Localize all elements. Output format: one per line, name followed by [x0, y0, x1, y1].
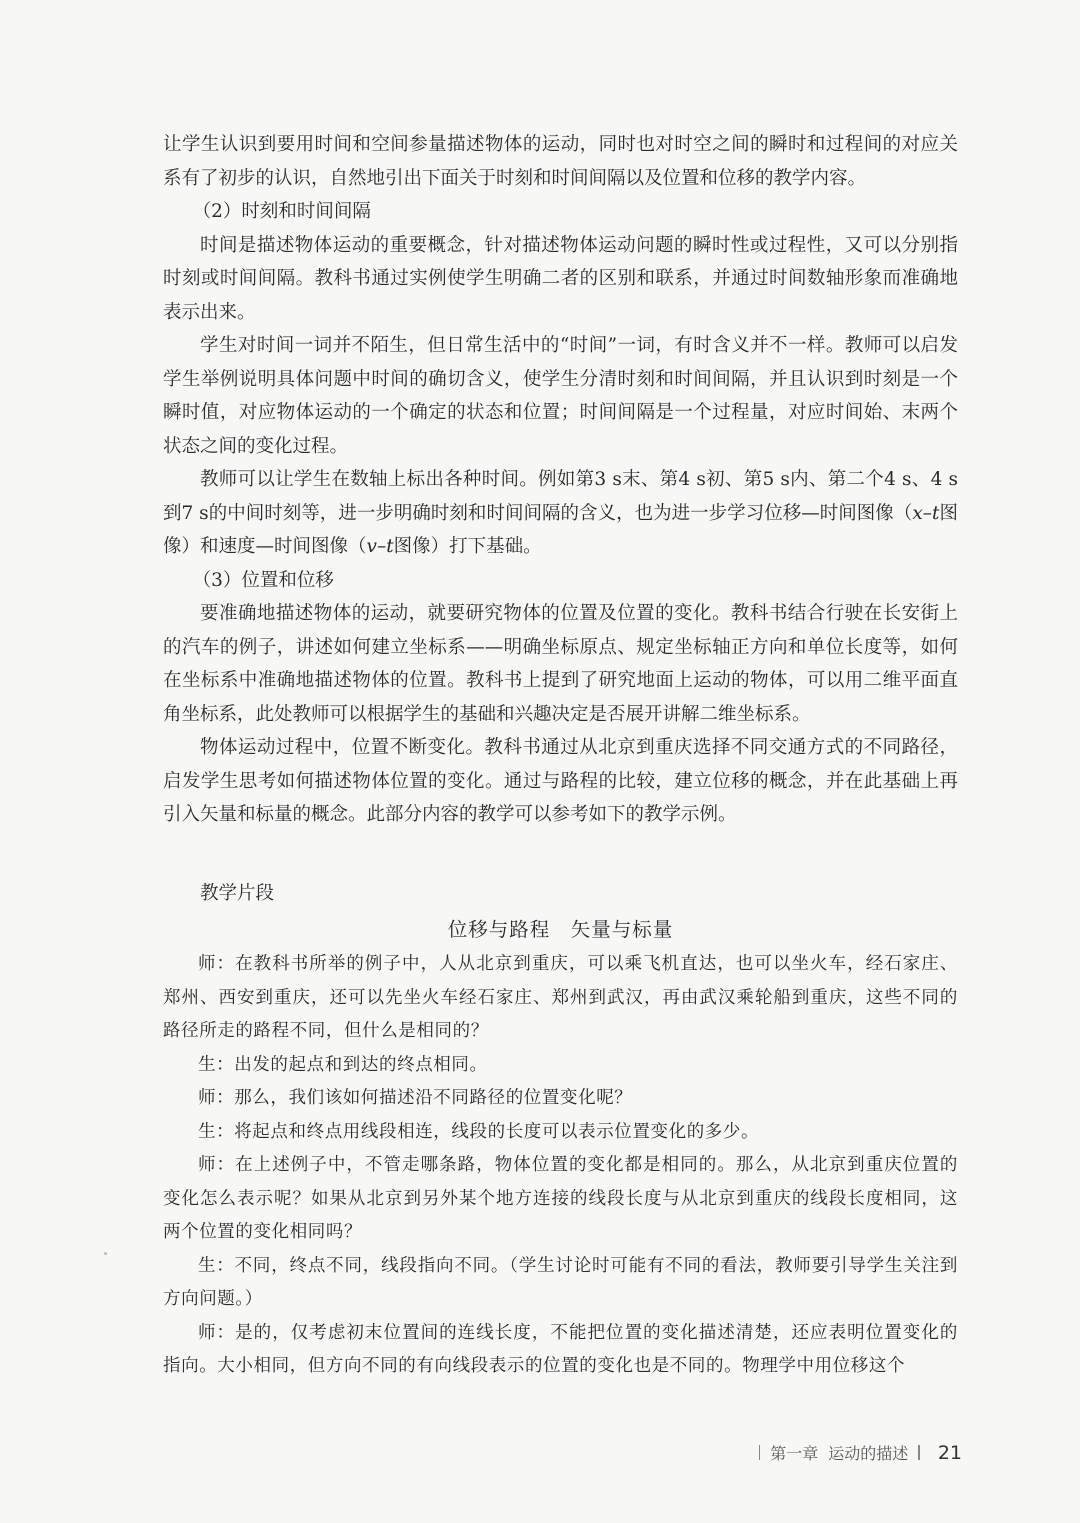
- paragraph: [163, 229, 958, 330]
- text-run: （2）时刻和时间间隔: [192, 201, 371, 222]
- fragment-label: 教学片段: [200, 883, 275, 904]
- math-variable: v: [366, 536, 377, 557]
- text-run: 学生对时间一词并不陌生，但日常生活中的“时间”一词，有时含义并不一样。教师可以启发学生举例说明具体问题中时间的确切含义，使学生分清时刻和时间间隔，并且认识到时刻是一个瞬时值，对应物体运动的一个确定的状态和位置；时间间隔是一个过程量，对应时间始、末两个状态之间的变化过程。: [163, 335, 958, 457]
- math-variable: x: [912, 502, 923, 524]
- math-variable: t: [932, 502, 940, 524]
- text-run: 图像）和速度—时间图像（: [163, 502, 958, 557]
- chapter-title: 运动的描述: [828, 1444, 909, 1463]
- dialog: [163, 948, 958, 1384]
- dialog-line: 生：将起点和终点用线段相连，线段的长度可以表示位置变化的多少。: [198, 1121, 760, 1142]
- page-number: 21: [937, 1441, 962, 1464]
- text-run: （3）位置和位移: [192, 569, 334, 591]
- dialog-line: 师：那么，我们该如何描述沿不同路径的位置变化呢？: [198, 1088, 633, 1108]
- text-run: 时间是描述物体运动的重要概念，针对描述物体运动问题的瞬时性或过程性，又可以分别指时刻或时间间隔。教科书通过实例使学生明确二者的区别和联系，并通过时间数轴形象而准确地表示出来。: [163, 234, 958, 323]
- paragraph: [163, 329, 958, 463]
- math-variable: t: [386, 536, 394, 557]
- dialog-line: 师：是的，仅考虑初末位置间的连线长度，不能把位置的变化描述清楚，还应表明位置变化的指向。大小相同，但方向不同的有向线段表示的位置的变化也是不同的。物理学中用位移这个: [163, 1322, 958, 1376]
- dialog-line: 生：不同，终点不同，线段指向不同。（学生讨论时可能有不同的看法，教师要引导学生关注到方向问题。）: [163, 1255, 958, 1309]
- text-run: –: [376, 536, 387, 557]
- footer-divider: [759, 1445, 761, 1460]
- text-run: 图像）打下基础。: [393, 536, 542, 557]
- dialog-line: 生：出发的起点和到达的终点相同。: [198, 1054, 488, 1075]
- paragraph: [163, 731, 958, 832]
- paragraph: [163, 463, 958, 564]
- paragraph: [163, 128, 958, 195]
- section-heading: [163, 195, 958, 229]
- footer-divider: [918, 1445, 920, 1460]
- main-text: [163, 128, 958, 832]
- dialog-line: 师：在上述例子中，不管走哪条路，物体位置的变化都是相同的。那么，从北京到重庆位置的变化怎么表示呢？如果从北京到另外某个地方连接的线段长度与从北京到重庆的线段长度相同，这两个位置的变化相同吗？: [163, 1155, 958, 1242]
- page-body: [163, 128, 958, 1384]
- text-run: 要准确地描述物体的运动，就要研究物体的位置及位置的变化。教科书结合行驶在长安街上的汽车的例子，讲述如何建立坐标系——明确坐标原点、规定坐标轴正方向和单位长度等，如何在坐标系中准确地描述物体的位置。教科书上提到了研究地面上运动的物体，可以用二维平面直角坐标系，此处教师可以根据学生的基础和兴趣决定是否展开讲解二维坐标系。: [163, 603, 958, 725]
- text-run: –: [922, 502, 933, 524]
- section-heading: [163, 564, 958, 598]
- page-footer: [759, 1441, 962, 1464]
- fragment-title: 位移与路程 矢量与标量: [447, 917, 674, 941]
- paragraph: [163, 597, 958, 731]
- chapter-number: 第一章: [770, 1444, 819, 1463]
- text-run: 让学生认识到要用时间和空间参量描述物体的运动，同时也对时空之间的瞬时和过程间的对应关系有了初步的认识，自然地引出下面关于时刻和时间间隔以及位置和位移的教学内容。: [163, 134, 958, 189]
- dialog-line: 师：在教科书所举的例子中，人从北京到重庆，可以乘飞机直达，也可以坐火车，经石家庄、郑州、西安到重庆，还可以先坐火车经石家庄、郑州到武汉，再由武汉乘轮船到重庆，这些不同的路径所走的路程不同，但什么是相同的？: [163, 954, 958, 1041]
- text-run: 物体运动过程中，位置不断变化。教科书通过从北京到重庆选择不同交通方式的不同路径，启发学生思考如何描述物体位置的变化。通过与路程的比较，建立位移的概念，并在此基础上再引入矢量和标量的概念。此部分内容的教学可以参考如下的教学示例。: [163, 737, 958, 825]
- spacer: [163, 832, 958, 866]
- text-run: 教师可以让学生在数轴上标出各种时间。例如第3 s末、第4 s初、第5 s内、第二个4 s、4 s到7 s的中间时刻等，进一步明确时刻和时间间隔的含义，也为进一步学习位移—时间图像（: [163, 469, 958, 524]
- scan-speck: [104, 1252, 107, 1255]
